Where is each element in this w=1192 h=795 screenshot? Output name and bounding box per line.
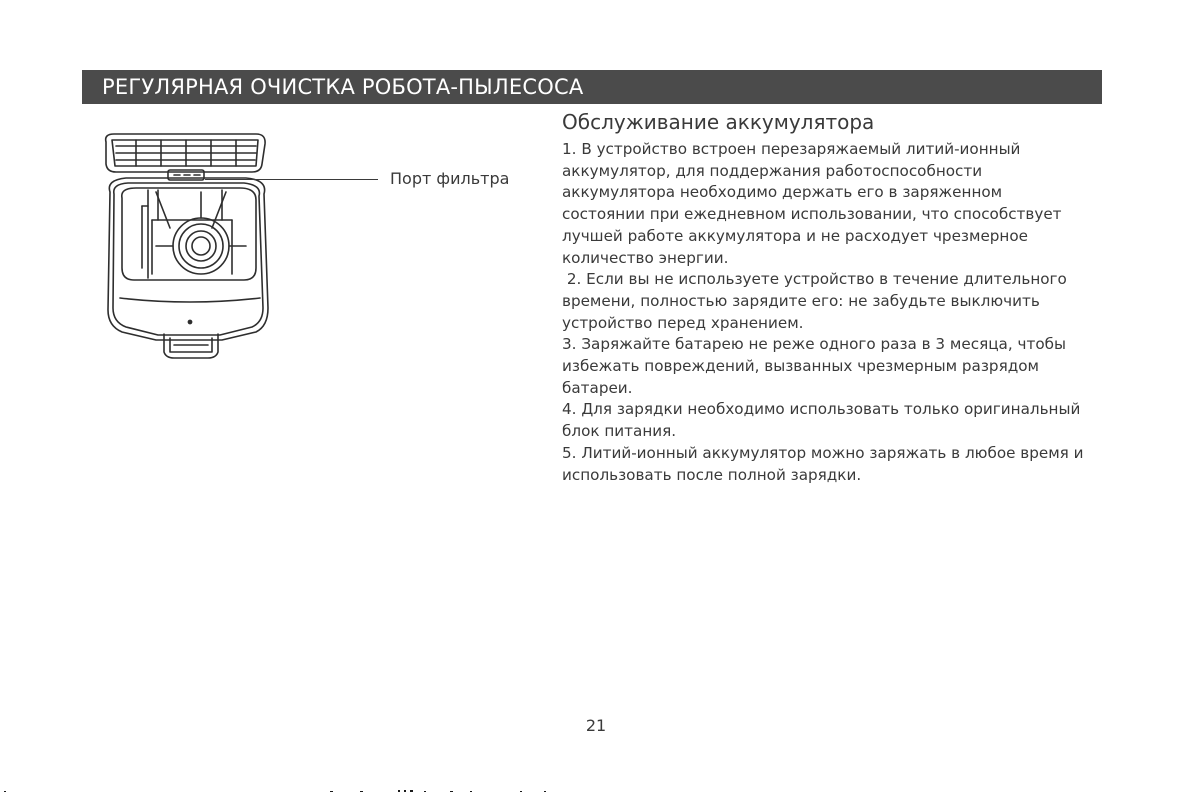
page-title: РЕГУЛЯРНАЯ ОЧИСТКА РОБОТА-ПЫЛЕСОСА	[102, 75, 584, 99]
text-line: состоянии при ежедневном использовании, что способствует	[562, 205, 1062, 224]
text-line: устройство перед хранением.	[562, 313, 804, 332]
text-line: аккумулятора необходимо держать его в заряженном	[562, 183, 1003, 202]
text-line: избежать повреждений, вызванных чрезмерным разрядом	[562, 357, 1039, 376]
text-line: 1. В устройство встроен перезаряжаемый литий-ионный	[562, 140, 1021, 158]
text-line: использовать после полной зарядки.	[562, 465, 862, 484]
text-line: количество энергии.	[562, 248, 729, 267]
text-line: времени, полностью зарядите его: не забудьте выключить	[562, 291, 1040, 310]
text-line: лучшей работе аккумулятора и не расходует чрезмерное	[562, 226, 1028, 245]
battery-instructions	[562, 139, 1122, 486]
text-line: батареи.	[562, 378, 633, 397]
filter-port-label: Порт фильтра	[390, 169, 510, 188]
header-band	[82, 70, 1102, 104]
page-number: 21	[585, 716, 607, 735]
text-line: аккумулятор, для поддержания работоспособности	[562, 161, 983, 180]
text-line: блок питания.	[562, 422, 677, 441]
bin-latch	[164, 334, 218, 358]
dust-bin-illustration	[96, 128, 286, 364]
text-line: 2. Если вы не используете устройство в течение длительного	[562, 270, 1067, 289]
text-line: 3. Заряжайте батарею не реже одного раза в 3 месяца, чтобы	[562, 335, 1066, 354]
bin-body	[108, 178, 268, 340]
section-title: Обслуживание аккумулятора	[562, 110, 875, 134]
scan-artifact	[0, 790, 1192, 793]
text-line: 5. Литий-ионный аккумулятор можно заряжать в любое время и	[562, 443, 1084, 462]
callout-line	[205, 179, 378, 180]
text-line: 4. Для зарядки необходимо использовать только оригинальный	[562, 400, 1081, 419]
